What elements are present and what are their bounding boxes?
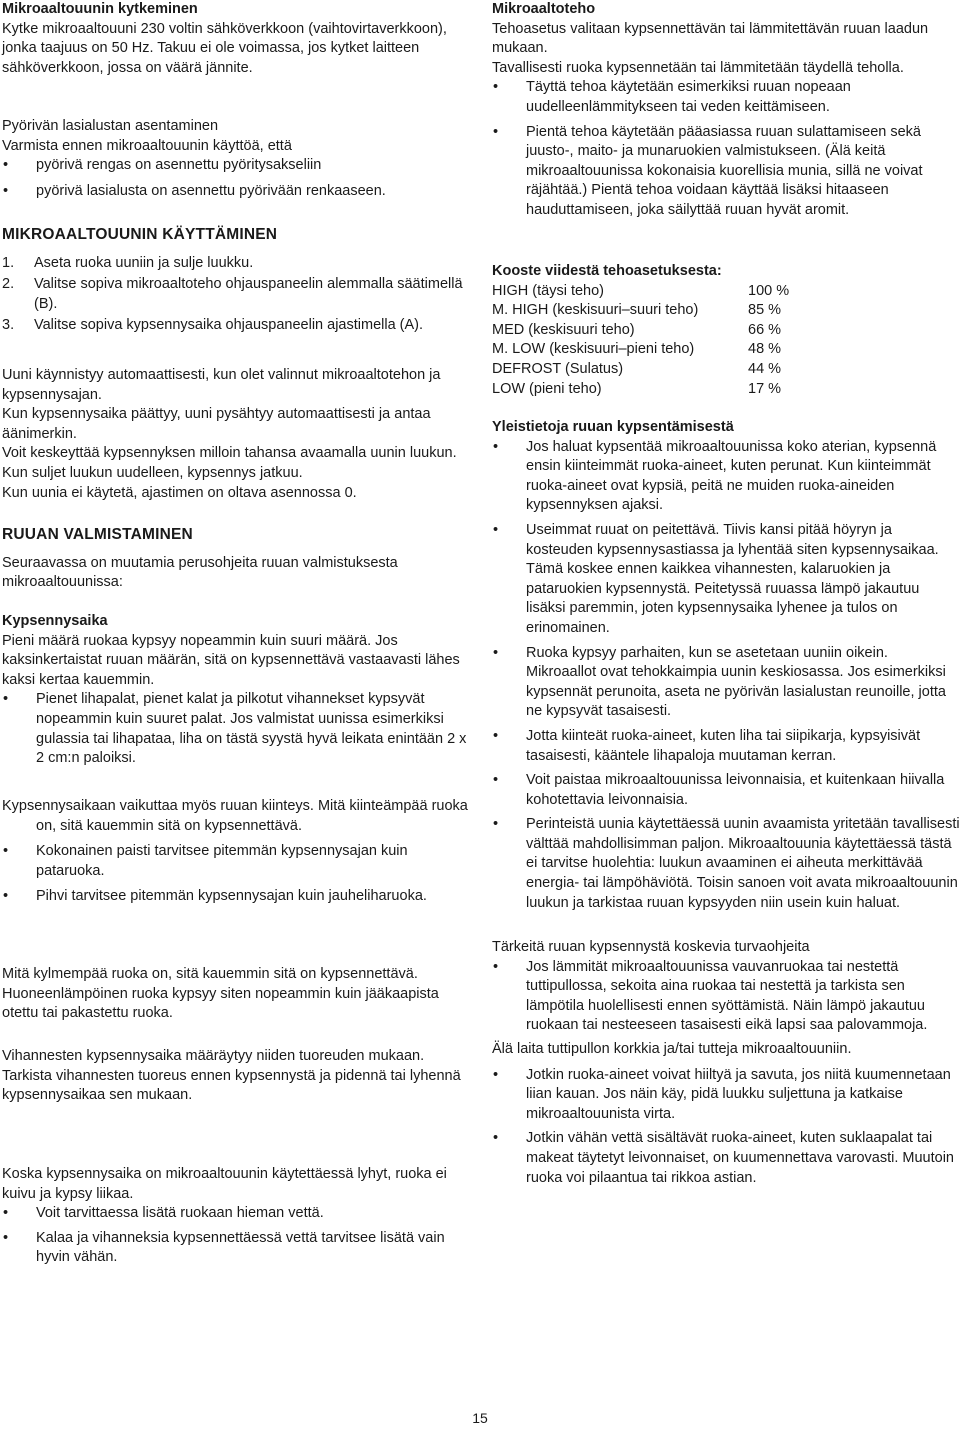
usage-steps — [2, 254, 468, 336]
power-summary-section — [492, 262, 960, 399]
list-item: • Ruoka kypsyy parhaiten, kun se asetetaan uuniin oikein. Mikroaallot ovat tehokkaimpia uunin keskiosassa. Jos esimerkiksi kypsennät perunoita, aseta ne pyörivän lasialustan reunoille, jotta ne kypsyvät tasaisesti. — [492, 644, 960, 722]
safety-heading: Tärkeitä ruuan kypsennystä koskevia turvaohjeita — [492, 939, 810, 955]
list-item: • Pienet lihapalat, pienet kalat ja pilkotut vihannekset kypsyvät nopeammin kuin suuret palat. Jos valmistat uunissa esimerkiksi gulassia tai lihapataa, liha on tästä syystä hyvä leikata enintään 2 x 2 cm:n paloiksi. — [2, 690, 468, 768]
power-summary-heading: Kooste viidestä tehoasetuksesta: — [492, 263, 722, 279]
usage-paragraph: Uuni käynnistyy automaattisesti, kun olet valinnut mikroaaltotehon ja kypsennysajan. — [2, 367, 441, 403]
step-number: 3. — [2, 317, 15, 334]
list-item: • Täyttä tehoa käytetään esimerkiksi ruuan nopeaan uudelleenlämmitykseen tai veden keittämiseen. — [492, 78, 960, 117]
power-value: 48 % — [748, 341, 782, 358]
usage-paragraph: Voit keskeyttää kypsennyksen milloin tahansa avaamalla uunin luukun. Kun suljet luukun uudelleen, kypsennys jatkuu. — [2, 445, 457, 481]
power-value: 44 % — [748, 360, 782, 377]
general-heading: Yleistietoja ruuan kypsentämisestä — [492, 419, 734, 435]
power-value: 85 % — [748, 302, 782, 319]
table-row — [492, 360, 789, 380]
table-row — [492, 301, 789, 321]
power-list — [492, 78, 960, 220]
power-summary-table — [492, 282, 789, 400]
cooking-section — [2, 525, 468, 593]
power-value: 66 % — [748, 321, 782, 338]
safety-note: Älä laita tuttipullon korkkia ja/tai tutteja mikroaaltouuniin. — [492, 1040, 852, 1057]
power-section — [492, 0, 960, 221]
usage-heading: MIKROAALTOUUNIN KÄYTTÄMINEN — [2, 226, 278, 243]
connect-text: Kytke mikroaaltouuni 230 voltin sähköverkkoon (vaihtovirtaverkkoon), jonka taajuus on 50 Hz. Takuu ei ole voimassa, jos kytket laitteen sähköverkkoon, jossa on väärä jännite. — [2, 20, 447, 76]
table-row — [492, 321, 789, 341]
usage-paragraph: Kun uunia ei käytetä, ajastimen on oltava asennossa 0. — [2, 484, 357, 501]
vegetables-paragraph — [2, 1047, 468, 1106]
power-value: 100 % — [748, 282, 790, 299]
list-item: • Voit tarvittaessa lisätä ruokaan hieman vettä. — [2, 1204, 468, 1224]
cooking-heading: RUUAN VALMISTAMINEN — [2, 526, 193, 543]
power-label: M. HIGH (keskisuuri–suuri teho) — [492, 302, 699, 319]
step-text: Valitse sopiva kypsennysaika ohjauspaneelin ajastimella (A). — [34, 317, 424, 334]
list-item: • Kokonainen paisti tarvitsee pitemmän kypsennysajan kuin pataruoka. — [2, 842, 468, 881]
short-time-section — [2, 1165, 468, 1268]
firmness-list — [2, 842, 468, 907]
list-item: • Perinteistä uunia käytettäessä uunin avaamista yritetään tavallisesti välttää mahdollisimman paljon. Mikroaaltouunia käytettäessä tästä ei tarvitse huolehtia: luukun avaaminen ei aiheuta merkittävää energia- tai lämpöhäviötä. Toisin sanoen voit avata mikroaaltouunin luukun ja tarkistaa ruuan kypsyyden niin usein kuin haluat. — [492, 815, 960, 913]
list-item: • Kalaa ja vihanneksia kypsennettäessä vettä tarvitsee lisätä vain hyvin vähän. — [2, 1229, 468, 1268]
table-row — [492, 340, 789, 360]
page-number: 15 — [472, 1410, 488, 1426]
table-row — [492, 380, 789, 400]
cooking-time-text: Pieni määrä ruokaa kypsyy nopeammin kuin suuri määrä. Jos kaksinkertaistat ruuan määrän, sitä on kypsennettävä vastaavasti lähes kaksi kertaa kauemmin. — [2, 632, 460, 688]
power-text-2: Tavallisesti ruoka kypsennetään tai lämmitetään täydellä teholla. — [492, 59, 904, 76]
safety-list-2 — [492, 1066, 960, 1189]
power-heading: Mikroaaltoteho — [492, 1, 596, 17]
general-section — [492, 418, 960, 913]
list-item: • Jotta kiinteät ruoka-aineet, kuten liha tai siipikarja, kypsyisivät tasaisesti, kääntele lihapaloja muutaman kerran. — [492, 727, 960, 766]
power-label: DEFROST (Sulatus) — [492, 360, 624, 377]
list-item — [2, 254, 468, 274]
usage-paragraph: Kun kypsennysaika päättyy, uuni pysähtyy automaattisesti ja antaa äänimerkin. — [2, 406, 431, 442]
turntable-intro: Varmista ennen mikroaaltouunin käyttöä, että — [2, 137, 292, 154]
list-item: • Useimmat ruuat on peitettävä. Tiivis kansi pitää höyryn ja kosteuden kypsennysastiassa ja lyhentää siten kypsennysaikaa. Tämä koskee ennen kaikkea vihannesten, kalaruokien ja pataruokien kypsennystä. Peitetyssä ruuassa lämpö jakautuu lisäksi paremmin, joten kypsennysaika lyhenee ja tulos on erinomainen. — [492, 521, 960, 639]
cooking-time-section — [2, 612, 468, 769]
safety-list-1 — [492, 958, 960, 1036]
power-label: LOW (pieni teho) — [492, 380, 602, 397]
vegetables-text: Vihannesten kypsennysaika määräytyy niiden tuoreuden mukaan. Tarkista vihannesten tuoreus ennen kypsennystä ja pidennä tai lyhennä kypsennysaikaa sen mukaan. — [2, 1048, 461, 1104]
list-item: • Voit paistaa mikroaaltouunissa leivonnaisia, et kuitenkaan hiivalla kohotettavia leivonnaisia. — [492, 771, 960, 810]
list-item: • Jotkin vähän vettä sisältävät ruoka-aineet, kuten suklaapalat tai makeat täytetyt leivonnaiset, on kuumennettava varovasti. Muutoin ruoka voi pilaantua tai rikkoa astian. — [492, 1129, 960, 1188]
general-list — [492, 438, 960, 914]
cooking-time-heading: Kypsennysaika — [2, 613, 108, 629]
cooking-time-list — [2, 690, 468, 768]
cooking-intro: Seuraavassa on muutamia perusohjeita ruuan valmistuksesta mikroaaltouunissa: — [2, 554, 398, 591]
power-label: M. LOW (keskisuuri–pieni teho) — [492, 341, 695, 358]
power-label: MED (keskisuuri teho) — [492, 321, 635, 338]
turntable-section — [2, 117, 468, 201]
power-label: HIGH (täysi teho) — [492, 282, 604, 299]
short-time-list — [2, 1204, 468, 1268]
firmness-section — [2, 797, 468, 907]
step-number: 2. — [2, 276, 15, 293]
list-item: • pyörivä rengas on asennettu pyöritysakseliin — [2, 156, 468, 176]
cold-food-text: Mitä kylmempää ruoka on, sitä kauemmin sitä on kypsennettävä. Huoneenlämpöinen ruoka kypsyy siten nopeammin kuin jääkaapista otettu tai pakastettu ruoka. — [2, 966, 439, 1022]
list-item — [2, 275, 468, 314]
table-row — [492, 282, 789, 302]
list-item: • Jos haluat kypsentää mikroaaltouunissa koko aterian, kypsennä ensin kiinteimmät ruoka-aineet, kuten perunat. Kun kiinteimmät ruoka-aineet ovat kypsiä, peitä ne muiden ruoka-aineiden kypsennyksen ajaksi. — [492, 438, 960, 516]
connect-heading: Mikroaaltouunin kytkeminen — [2, 1, 198, 17]
usage-section — [2, 225, 468, 338]
usage-notes — [2, 366, 468, 503]
list-item: • Jos lämmität mikroaaltouunissa vauvanruokaa tai nestettä tuttipullossa, sekoita aina ruokaa tai nestettä ja tarkista sen lämpötila huolellisesti ennen syöttämistä. Näin lämpö jakautuu ruokaan tai nesteeseen tasaisesti eikä lapsi saa palovammoja. — [492, 958, 960, 1036]
list-item: • pyörivä lasialusta on asennettu pyörivään renkaaseen. — [2, 182, 468, 202]
turntable-heading: Pyörivän lasialustan asentaminen — [2, 118, 219, 134]
connect-section — [2, 0, 468, 78]
cold-food-paragraph — [2, 965, 468, 1024]
firmness-intro: Kypsennysaikaan vaikuttaa myös ruuan kiinteys. Mitä kiinteämpää ruoka on, sitä kauemmin sitä on kypsennettävä. — [2, 798, 468, 834]
power-text-1: Tehoasetus valitaan kypsennettävän tai lämmitettävän ruuan laadun mukaan. — [492, 20, 929, 57]
turntable-list — [2, 156, 468, 201]
short-time-text: Koska kypsennysaika on mikroaaltouunin käytettäessä lyhyt, ruoka ei kuivu ja kypsy liikaa. — [2, 1166, 447, 1202]
list-item: • Pientä tehoa käytetään pääasiassa ruuan sulattamiseen sekä juusto-, maito- ja munaruokien valmistukseen. (Älä keitä mikroaaltouunissa kokonaisia kuorellisia munia, sillä ne voivat räjähtää.) Pientä tehoa voidaan käyttää lisäksi hitaaseen hauduttamiseen, joka säilyttää ruuan hyvät aromit. — [492, 123, 960, 221]
list-item: • Pihvi tarvitsee pitemmän kypsennysajan kuin jauheliharuoka. — [2, 887, 468, 907]
power-value: 17 % — [748, 380, 782, 397]
step-number: 1. — [2, 254, 15, 271]
step-text: Valitse sopiva mikroaaltoteho ohjauspaneelin alemmalla säätimellä (B). — [34, 276, 463, 312]
step-text: Aseta ruoka uuniin ja sulje luukku. — [34, 254, 254, 271]
list-item: • Jotkin ruoka-aineet voivat hiiltyä ja savuta, jos niitä kuumennetaan liian kauan. Jos näin käy, pidä luukku suljettuna ja katkaise mikroaaltouunista virta. — [492, 1066, 960, 1125]
safety-section — [492, 938, 960, 1188]
list-item — [2, 316, 468, 336]
